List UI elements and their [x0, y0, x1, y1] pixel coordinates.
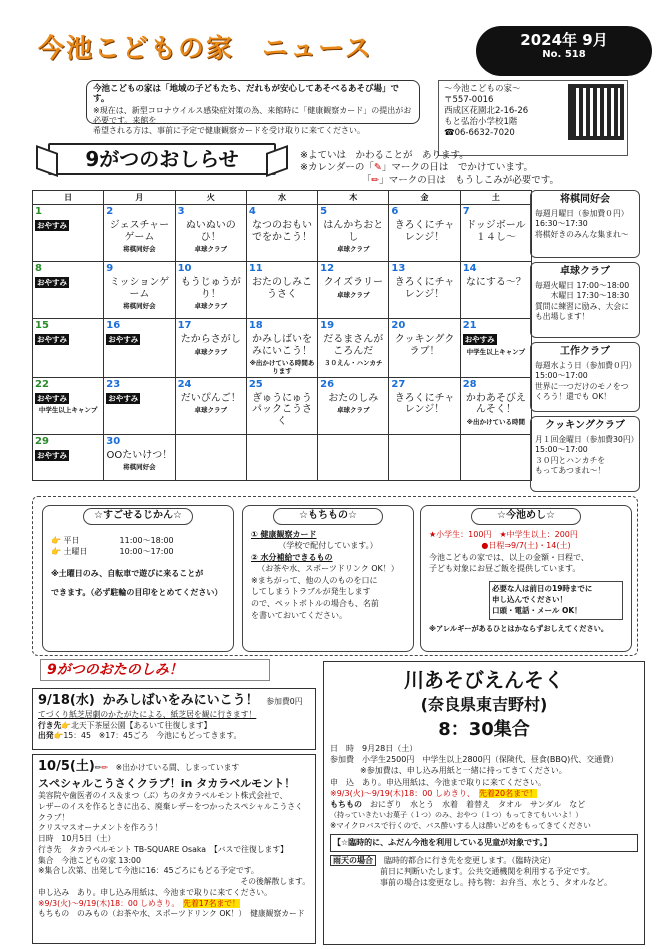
calendar-day [175, 434, 246, 480]
club-title: 将棋同好会 [560, 194, 610, 205]
day-subnote: 将棋同好会 [123, 302, 156, 310]
calendar-day [318, 262, 389, 319]
day-event: ジェスチャーゲーム [109, 220, 170, 243]
day-number: 1 [35, 206, 42, 217]
calendar-notes [300, 150, 669, 187]
note: ※カレンダーの「✎」マークの日は でかけています。 [300, 162, 534, 174]
calendar-day [246, 205, 317, 262]
day-number: 19 [320, 320, 335, 331]
day-event: おやすみ [37, 278, 67, 287]
day-event: だいぴんご！ [180, 392, 241, 404]
day-number: 11 [248, 263, 263, 274]
day-subnote: 中学生以上キャンプ [466, 347, 526, 356]
day-number: 25 [248, 378, 263, 390]
calendar-day [175, 262, 246, 319]
day-number: 23 [106, 378, 121, 390]
day-event: おやすみ [464, 335, 495, 344]
calendar-day [318, 319, 389, 378]
meal-box: ☆今池めし☆ ★小学生：100円 ★中学生以上：200円 ●日程⇒9/7(土)・14(土) 今池こどもの家では、以上の金額・日程で、 子ども対象にお昼ご飯を提供しています。 必要な人は前日の19時までに 申し込んでください！ 口頭・電話・メール OK！ ※アレルギーがあるひとはかならずおしえてください。 [420, 505, 632, 652]
calendar-day [389, 319, 460, 378]
day-subnote: ３０えん・ハンカチ [324, 359, 383, 367]
address-line: 西成区花園北2-16-26 [444, 105, 529, 116]
org-name: ～今池こどもの家～ [444, 84, 521, 94]
day-number: 20 [391, 320, 406, 331]
weekday-header: 月 [104, 191, 175, 205]
day-event: OOたいけつ！ [106, 449, 173, 461]
day-number: 7 [462, 206, 470, 217]
day-subnote: 卓球クラブ [194, 406, 227, 415]
calendar-day [318, 377, 389, 434]
calendar-day [246, 434, 317, 480]
calendar-day [389, 377, 460, 434]
items-box: ☆もちもの☆ ① 健康観察カード （学校で配付しています。） ② 水分補給できるもの （お茶や水、スポーツドリンク OK！） ※まちがって、他の人のものを口に してしまうトラブルが発生します ので、ペットボトルの場合も、名前 を書いておいてください。 [242, 505, 414, 652]
day-subnote: ※出かけている時間あります [249, 359, 315, 375]
intro-box [86, 80, 420, 135]
day-event: きろくにチャレンジ！ [394, 220, 455, 243]
event-kousaku: 10/5(土)✏✏ ※出かけている間、しまっています スペシャルこうさくクラブ！in タカラベルモント！ 美容院や歯医者のイス＆まつ（ぶ）ちのタカラベルモント株式会社で、 レザーのイスを作るときに出る、廃棄レザーをつかったスペシャルこうさくクラブ！ クリスマスオーナメントを作ろう！ 日時 10月5日（土） 行き先 タカラベルモント TB-SQUARE Osaka 【バスで往復します】 集合 今池こどもの家 13:00 ※集合し次第、出発して今池に16：45ごろにもどる予定です。 その後解散します。 申し込み あり。申し込み用紙は、今池まで取りに来てください。 ※9/3(火)～9/19(木)18：00 しめきり。 先着17名まで！ もちもの のみもの（お茶や水、スポーツドリンク OK！） 健康観察カード [32, 754, 316, 944]
day-subnote: 卓球クラブ [337, 406, 370, 415]
club-card: 工作クラブ 毎週水よう日（参加費０円） 15:00～17:00 世界に一つだけのモノをつ くろう！還でも OK！ [530, 342, 640, 412]
day-event: クイズラリー [323, 277, 383, 288]
day-event: おやすみ [37, 393, 67, 403]
day-number: 10 [177, 263, 192, 274]
box-title: ☆今池めし☆ [471, 508, 581, 525]
day-number: 27 [391, 378, 406, 390]
day-number: 15 [35, 320, 49, 331]
note: ※よていは かわることが あります。 [300, 150, 469, 161]
day-number: 5 [320, 206, 328, 217]
day-number: 12 [320, 263, 335, 274]
calendar [32, 190, 532, 481]
event-river-trip: 川あそびえんそく (奈良県東吉野村) 8：30集合 日 時 9月28日（土） 参加費 小学生2500円 中学生以上2800円（保険代、昼食(BBQ)代、交通費） ※参加費は、申し込み用紙と一緒に持ってきてください。 申 込 あり。申込用紙は、今池まで取りに来てください。 ※9/3(火)～9/19(木)18：00 しめきり、 先着20名まで！ もちもの おにぎり 水とう 水着 着替え タオル サンダル など （持っていきたいお菓子（１つ）のみ、おやつ（１つ）もってきてもいいよ！） ※マイクロバスで行くので、バス酔いする人は酔いどめをもってきてください 【☆臨時的に、ふだん今池を利用している児童が対象です。】 雨天の場合 臨時的都合に行き先を変更します。（臨時決定） 前日に判断いたします。公共交通機関を利用する予定です。 事前の場合は変更なし。持ち物：お弁当、水とう、タオルなど。 [323, 661, 645, 945]
weekday-header: 水 [246, 191, 317, 205]
issue-number: No. 518 [542, 49, 586, 60]
calendar-day [460, 377, 531, 434]
day-number: 4 [248, 206, 256, 217]
calendar-day [389, 434, 460, 480]
calendar-day [175, 377, 246, 434]
day-number: 16 [106, 320, 121, 331]
issue-year: 2024年 9月 [520, 31, 608, 49]
club-title: 工作クラブ [560, 346, 610, 357]
weekday-header: 火 [175, 191, 246, 205]
box-title: ☆すごせるじかん☆ [83, 508, 193, 525]
weekday-header: 日 [33, 191, 104, 205]
day-event: かみしばいをみにいこう！ [251, 334, 312, 357]
section-banner: 9がつのおしらせ [48, 143, 276, 175]
day-subnote: 中学生以上キャンプ [38, 406, 98, 415]
day-event: かわあそびえんそく！ [465, 392, 526, 416]
day-number: 18 [248, 320, 263, 331]
fun-heading: 9がつのおたのしみ！ [40, 659, 270, 681]
address-school: もと弘治小学校1階 [444, 116, 518, 127]
calendar-day [33, 319, 104, 378]
day-event: きろくにチャレンジ！ [394, 277, 455, 300]
calendar-day [175, 319, 246, 378]
day-event: ぬいぬいのひ！ [185, 220, 236, 243]
day-number: 22 [35, 378, 49, 390]
day-event: ぎゅうにゅうパックこうさく [251, 392, 312, 427]
calendar-day [33, 262, 104, 319]
day-number: 29 [35, 435, 49, 447]
calendar-day [104, 319, 175, 378]
day-number: 17 [177, 320, 192, 331]
calendar-day [175, 205, 246, 262]
club-card: クッキングクラブ 月１回金曜日（参加費30円） 15:00～17:00 ３０円とハンカチを もってあつまれ～！ [530, 416, 640, 492]
day-number: 14 [462, 263, 477, 274]
calendar-day [104, 262, 175, 319]
day-event: おたのしみこうさく [251, 277, 312, 300]
day-subnote: 卓球クラブ [194, 245, 227, 253]
calendar-day [246, 377, 317, 434]
calendar-day [104, 377, 175, 434]
day-number: 13 [391, 263, 406, 274]
day-event: ドッジボール１４し～ [466, 220, 526, 243]
club-card: 卓球クラブ 毎週火曜日 17:00～18:00 木曜日 17:30～18:30 質問に練習に励み、大会に も出場します！ [530, 262, 640, 338]
intro-line: 今池こどもの家は「地域の子どもたち、だれもが安心してあそべるあそび場」です。 [93, 84, 400, 105]
day-subnote: 将棋同好会 [123, 245, 156, 253]
day-subnote: 卓球クラブ [194, 347, 227, 356]
day-event: ミッションゲーム [109, 277, 170, 300]
day-number: 8 [35, 263, 42, 274]
zip: 〒557-0016 [444, 94, 494, 105]
day-event: なつのおもいでをかこう！ [251, 220, 312, 243]
day-event: おやすみ [108, 335, 139, 344]
calendar-day [389, 205, 460, 262]
note: 「✏」マークの日は もうしこみが必要です。 [366, 174, 559, 186]
day-number: 9 [106, 263, 114, 274]
pencil-icon: ✏ [371, 174, 380, 186]
calendar-day [33, 434, 104, 480]
page-title: 今池こどもの家 ニュース [38, 34, 373, 64]
calendar-day [33, 205, 104, 262]
day-event: もうじゅうがり！ [180, 277, 241, 300]
intro-note: 希望される方は、事前に予定で健康観察カードを受け取りに来てください。 [93, 125, 365, 135]
day-event: おやすみ [37, 335, 67, 344]
address-box [438, 80, 628, 156]
calendar-day [246, 262, 317, 319]
day-subnote: ※出かけている時間 [466, 417, 525, 426]
day-number: 30 [106, 435, 121, 447]
weekday-header: 金 [389, 191, 460, 205]
day-subnote: 卓球クラブ [337, 290, 370, 299]
day-event: たからさがし [180, 334, 241, 345]
day-number: 28 [462, 378, 477, 390]
weekday-header: 土 [460, 191, 531, 205]
event-kamishibai: 9/18(水) かみしばいをみにいこう！ 参加費0円 てづくり紙芝居劇のかたがたによる、紙芝居を観に行きます！ 行き先👉北天下茶屋公園【あるいて往復します】 出発👉15：45 ※17：45ごろ 今池にもどってきます。 [32, 688, 316, 750]
calendar-day [318, 205, 389, 262]
day-event: おやすみ [37, 221, 67, 230]
day-event: おやすみ [108, 393, 139, 403]
calendar-day [33, 377, 104, 434]
issue-badge [476, 26, 652, 76]
day-number: 26 [320, 378, 335, 390]
day-subnote: 卓球クラブ [337, 245, 370, 253]
qr-code-icon[interactable] [568, 84, 624, 140]
calendar-day [104, 205, 175, 262]
day-event: おやすみ [37, 450, 67, 460]
day-number: 21 [462, 320, 477, 331]
club-title: 卓球クラブ [560, 266, 610, 277]
day-event: おたのしみ [328, 392, 379, 404]
day-number: 2 [106, 206, 114, 217]
calendar-day [460, 205, 531, 262]
calendar-day [389, 262, 460, 319]
day-event: きろくにチャレンジ！ [394, 392, 455, 416]
day-event: だるまさんがころんだ [323, 334, 384, 357]
calendar-day [104, 434, 175, 480]
calendar-day [318, 434, 389, 480]
intro-note: ※現在は、新型コロナウイルス感染症対策の為、来館時に「健康観察カード」の提出がお必要です。来館を [93, 106, 412, 125]
day-number: 24 [177, 378, 192, 390]
day-subnote: 卓球クラブ [194, 302, 227, 310]
red-marker-icon: ✎ [373, 162, 382, 174]
box-title: ☆もちもの☆ [273, 508, 383, 525]
hours-box: ☆すごせるじかん☆ 👉 平日 11:00～18:00 👉 土曜日 10:00～17:00 ※土曜日のみ、自転車で遊びに来ることが できます。（必ず駐輪の目印をとめてください） [42, 505, 234, 652]
phone: ☎06-6632-7020 [444, 127, 515, 138]
day-event: はんかちおとし [323, 220, 384, 243]
weekday-header: 木 [318, 191, 389, 205]
calendar-day [460, 262, 531, 319]
day-number: 3 [177, 206, 185, 217]
day-number: 6 [391, 206, 399, 217]
club-title: クッキングクラブ [545, 420, 625, 431]
club-card: 将棋同好会 毎週月曜日（参加費０円） 16:30～17:30 将棋好きのみんな集まれ～ [530, 190, 640, 258]
day-event: クッキングクラブ！ [394, 334, 455, 357]
calendar-day [460, 319, 531, 378]
day-subnote: 将棋同好会 [123, 463, 156, 472]
calendar-day [246, 319, 317, 378]
calendar-day [460, 434, 531, 480]
day-event: なにする～？ [465, 277, 526, 288]
